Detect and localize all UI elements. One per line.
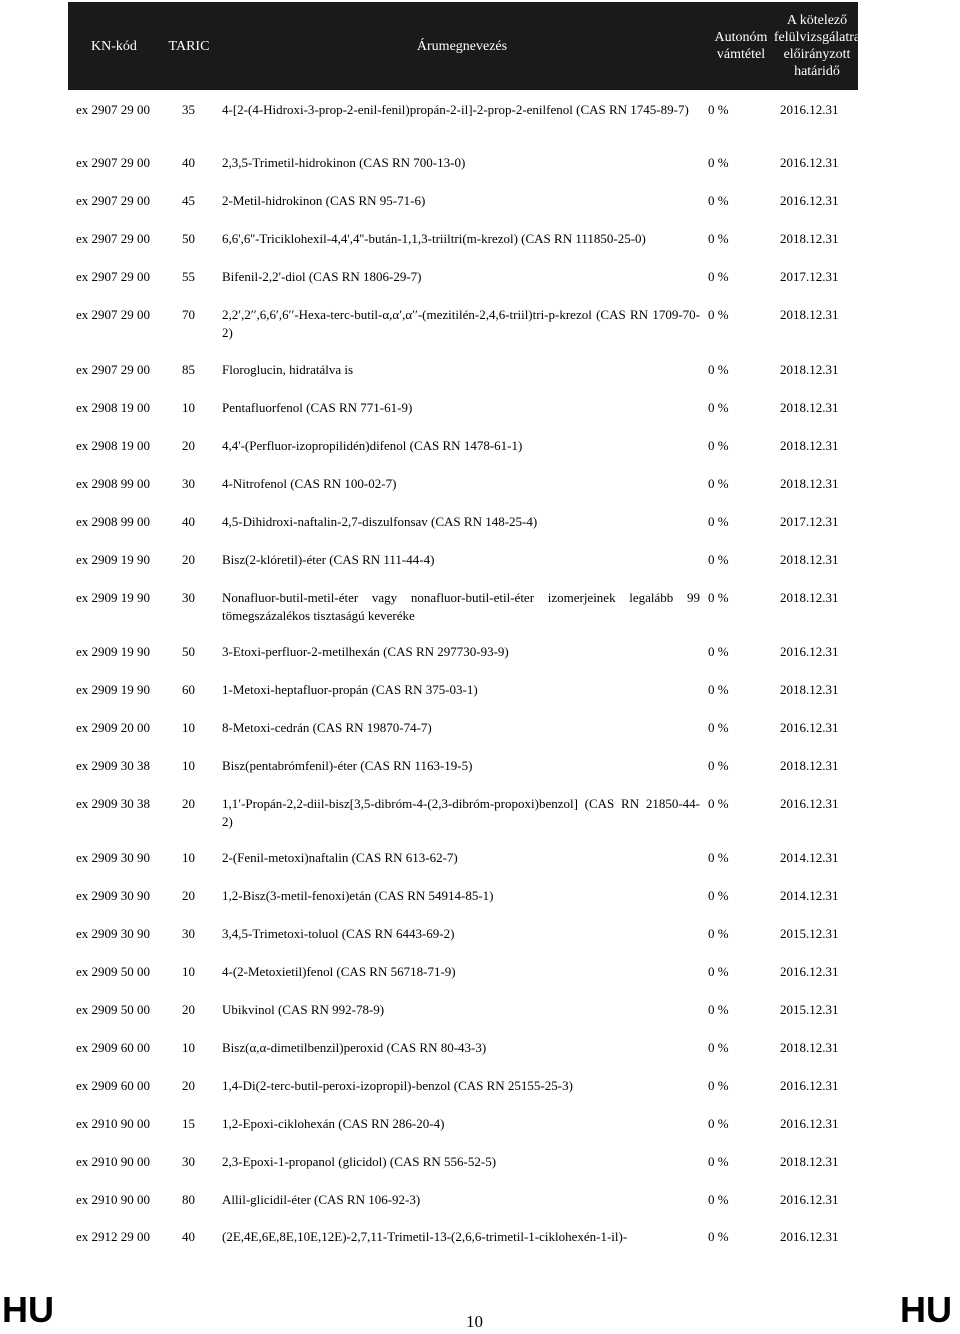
cell-kn-code: ex 2909 19 90	[76, 590, 151, 605]
cell-rate: 0 %	[708, 193, 729, 208]
cell-taric: 80	[182, 1192, 195, 1207]
cell-description: 4,5-Dihidroxi-naftalin-2,7-diszulfonsav (CAS RN 148-25-4)	[222, 514, 538, 529]
cell-kn-code: ex 2909 20 00	[76, 720, 151, 735]
cell-taric: 30	[182, 1154, 195, 1169]
cell-kn-code: ex 2908 99 00	[76, 514, 151, 529]
cell-description: Ubikvinol (CAS RN 992-78-9)	[222, 1002, 385, 1017]
cell-description: Bisz(2-klóretil)-éter (CAS RN 111-44-4)	[222, 552, 435, 567]
cell-kn-code: ex 2909 50 00	[76, 1002, 151, 1017]
cell-review-date: 2018.12.31	[780, 231, 839, 246]
cell-review-date: 2017.12.31	[780, 514, 839, 529]
cell-description: 1-Metoxi-heptafluor-propán (CAS RN 375-03-1)	[222, 682, 478, 697]
cell-taric: 50	[182, 231, 195, 246]
cell-description: 1,4-Di(2-terc-butil-peroxi-izopropil)-benzol (CAS RN 25155-25-3)	[222, 1078, 573, 1093]
cell-review-date: 2018.12.31	[780, 682, 839, 697]
cell-taric: 20	[182, 552, 195, 567]
cell-rate: 0 %	[708, 307, 729, 322]
cell-review-date: 2018.12.31	[780, 476, 839, 491]
cell-taric: 40	[182, 1229, 195, 1244]
cell-taric: 60	[182, 682, 195, 697]
cell-description: Allil-glicidil-éter (CAS RN 106-92-3)	[222, 1192, 421, 1207]
cell-taric: 30	[182, 476, 195, 491]
cell-taric: 10	[182, 758, 195, 773]
cell-kn-code: ex 2907 29 00	[76, 102, 151, 117]
cell-rate: 0 %	[708, 796, 729, 811]
cell-rate: 0 %	[708, 155, 729, 170]
cell-rate: 0 %	[708, 590, 729, 605]
cell-rate: 0 %	[708, 400, 729, 415]
cell-rate: 0 %	[708, 1040, 729, 1055]
cell-description: 2,2′,2′′,6,6′,6′′-Hexa-terc-butil-α,α′,α′′-(mezitilén-2,4,6-triil)tri-p-krezol (CAS RN 1709-70-2)	[222, 307, 700, 340]
cell-kn-code: ex 2907 29 00	[76, 193, 151, 208]
cell-description: Nonafluor-butil-metil-éter vagy nonafluor-butil-etil-éter izomerjeinek legalább 99 tömegszázalékos tisztaságú keveréke	[222, 590, 700, 623]
cell-review-date: 2016.12.31	[780, 102, 839, 117]
cell-taric: 20	[182, 438, 195, 453]
cell-description: 6,6',6''-Triciklohexil-4,4',4''-bután-1,1,3-triiltri(m-krezol) (CAS RN 111850-25-0)	[222, 231, 646, 246]
cell-review-date: 2016.12.31	[780, 1078, 839, 1093]
cell-rate: 0 %	[708, 888, 729, 903]
cell-kn-code: ex 2909 19 90	[76, 682, 151, 697]
cell-rate: 0 %	[708, 476, 729, 491]
cell-kn-code: ex 2909 19 90	[76, 644, 151, 659]
cell-description: Bisz(α,α-dimetilbenzil)peroxid (CAS RN 80-43-3)	[222, 1040, 487, 1055]
header-autonomous-rate: Autonóm vámtétel	[714, 30, 768, 62]
cell-review-date: 2016.12.31	[780, 964, 839, 979]
cell-taric: 10	[182, 720, 195, 735]
cell-kn-code: ex 2909 30 90	[76, 850, 151, 865]
cell-kn-code: ex 2907 29 00	[76, 362, 151, 377]
cell-kn-code: ex 2908 99 00	[76, 476, 151, 491]
cell-rate: 0 %	[708, 1002, 729, 1017]
page-number: 10	[466, 1312, 483, 1331]
cell-review-date: 2016.12.31	[780, 1116, 839, 1131]
cell-description: 2,3-Epoxi-1-propanol (glicidol) (CAS RN 556-52-5)	[222, 1154, 497, 1169]
cell-description: Bisz(pentabrómfenil)-éter (CAS RN 1163-19-5)	[222, 758, 473, 773]
cell-review-date: 2015.12.31	[780, 926, 839, 941]
cell-review-date: 2018.12.31	[780, 438, 839, 453]
cell-review-date: 2016.12.31	[780, 1192, 839, 1207]
cell-description: (2E,4E,6E,8E,10E,12E)-2,7,11-Trimetil-13-(2,6,6-trimetil-1-ciklohexén-1-il)-	[222, 1229, 628, 1244]
cell-kn-code: ex 2909 50 00	[76, 964, 151, 979]
cell-rate: 0 %	[708, 758, 729, 773]
cell-taric: 10	[182, 964, 195, 979]
cell-review-date: 2016.12.31	[780, 1229, 839, 1244]
cell-taric: 30	[182, 926, 195, 941]
cell-description: 1,2-Bisz(3-metil-fenoxi)etán (CAS RN 54914-85-1)	[222, 888, 494, 903]
cell-rate: 0 %	[708, 720, 729, 735]
cell-taric: 55	[182, 269, 195, 284]
cell-taric: 20	[182, 1002, 195, 1017]
cell-review-date: 2018.12.31	[780, 552, 839, 567]
cell-kn-code: ex 2912 29 00	[76, 1229, 151, 1244]
header-review-date: A kötelező felülvizsgálatra előirányzott határidő	[773, 13, 861, 79]
cell-description: 2-(Fenil-metoxi)naftalin (CAS RN 613-62-7)	[222, 850, 458, 865]
cell-description: 1,1′-Propán-2,2-diil-bisz[3,5-dibróm-4-(2,3-dibróm-propoxi)benzol] (CAS RN 21850-44-2)	[222, 796, 700, 829]
cell-review-date: 2016.12.31	[780, 155, 839, 170]
cell-rate: 0 %	[708, 1192, 729, 1207]
cell-taric: 20	[182, 1078, 195, 1093]
cell-description: 4-[2-(4-Hidroxi-3-prop-2-enil-fenil)propán-2-il]-2-prop-2-enilfenol (CAS RN 1745-89-7)	[222, 102, 689, 117]
cell-description: Floroglucin, hidratálva is	[222, 362, 354, 377]
cell-review-date: 2016.12.31	[780, 720, 839, 735]
cell-kn-code: ex 2910 90 00	[76, 1116, 151, 1131]
cell-description: Bifenil-2,2'-diol (CAS RN 1806-29-7)	[222, 269, 422, 284]
cell-rate: 0 %	[708, 1078, 729, 1093]
cell-review-date: 2018.12.31	[780, 1154, 839, 1169]
header-description: Árumegnevezés	[416, 38, 508, 54]
cell-description: 2,3,5-Trimetil-hidrokinon (CAS RN 700-13-0)	[222, 155, 466, 170]
cell-description: 2-Metil-hidrokinon (CAS RN 95-71-6)	[222, 193, 426, 208]
cell-rate: 0 %	[708, 362, 729, 377]
cell-kn-code: ex 2907 29 00	[76, 231, 151, 246]
header-taric: TARIC	[168, 38, 210, 54]
cell-kn-code: ex 2908 19 00	[76, 400, 151, 415]
cell-description: 4,4'-(Perfluor-izopropilidén)difenol (CAS RN 1478-61-1)	[222, 438, 523, 453]
cell-description: 3,4,5-Trimetoxi-toluol (CAS RN 6443-69-2)	[222, 926, 455, 941]
cell-kn-code: ex 2909 30 38	[76, 758, 151, 773]
cell-rate: 0 %	[708, 682, 729, 697]
cell-rate: 0 %	[708, 964, 729, 979]
cell-description: 8-Metoxi-cedrán (CAS RN 19870-74-7)	[222, 720, 432, 735]
cell-review-date: 2016.12.31	[780, 796, 839, 811]
cell-taric: 35	[182, 102, 195, 117]
cell-review-date: 2014.12.31	[780, 888, 839, 903]
cell-kn-code: ex 2909 30 90	[76, 888, 151, 903]
cell-kn-code: ex 2909 19 90	[76, 552, 151, 567]
cell-kn-code: ex 2908 19 00	[76, 438, 151, 453]
cell-taric: 10	[182, 850, 195, 865]
cell-taric: 10	[182, 400, 195, 415]
cell-kn-code: ex 2909 60 00	[76, 1078, 151, 1093]
cell-kn-code: ex 2910 90 00	[76, 1154, 151, 1169]
cell-rate: 0 %	[708, 269, 729, 284]
cell-taric: 85	[182, 362, 195, 377]
cell-review-date: 2016.12.31	[780, 193, 839, 208]
cell-taric: 45	[182, 193, 195, 208]
cell-review-date: 2018.12.31	[780, 362, 839, 377]
cell-taric: 40	[182, 514, 195, 529]
cell-taric: 40	[182, 155, 195, 170]
cell-rate: 0 %	[708, 1154, 729, 1169]
cell-kn-code: ex 2907 29 00	[76, 307, 151, 322]
cell-rate: 0 %	[708, 552, 729, 567]
cell-kn-code: ex 2907 29 00	[76, 269, 151, 284]
header-kn-code: KN-kód	[91, 38, 137, 54]
cell-review-date: 2018.12.31	[780, 307, 839, 322]
cell-rate: 0 %	[708, 850, 729, 865]
cell-description: 1,2-Epoxi-ciklohexán (CAS RN 286-20-4)	[222, 1116, 445, 1131]
cell-rate: 0 %	[708, 926, 729, 941]
cell-taric: 30	[182, 590, 195, 605]
cell-kn-code: ex 2909 30 90	[76, 926, 151, 941]
cell-rate: 0 %	[708, 438, 729, 453]
cell-kn-code: ex 2910 90 00	[76, 1192, 151, 1207]
cell-review-date: 2016.12.31	[780, 644, 839, 659]
cell-review-date: 2015.12.31	[780, 1002, 839, 1017]
cell-description: 3-Etoxi-perfluor-2-metilhexán (CAS RN 297730-93-9)	[222, 644, 509, 659]
cell-rate: 0 %	[708, 514, 729, 529]
cell-review-date: 2018.12.31	[780, 400, 839, 415]
cell-description: Pentafluorfenol (CAS RN 771-61-9)	[222, 400, 413, 415]
cell-taric: 50	[182, 644, 195, 659]
cell-description: 4-Nitrofenol (CAS RN 100-02-7)	[222, 476, 397, 491]
cell-kn-code: ex 2909 30 38	[76, 796, 151, 811]
cell-taric: 20	[182, 888, 195, 903]
cell-rate: 0 %	[708, 231, 729, 246]
cell-rate: 0 %	[708, 644, 729, 659]
cell-taric: 70	[182, 307, 195, 322]
cell-kn-code: ex 2909 60 00	[76, 1040, 151, 1055]
footer-language-code-right: HU	[900, 1289, 952, 1330]
cell-rate: 0 %	[708, 102, 729, 117]
footer-language-code-left: HU	[2, 1289, 54, 1330]
cell-description: 4-(2-Metoxietil)fenol (CAS RN 56718-71-9)	[222, 964, 456, 979]
cell-taric: 10	[182, 1040, 195, 1055]
cell-rate: 0 %	[708, 1116, 729, 1131]
cell-review-date: 2014.12.31	[780, 850, 839, 865]
cell-kn-code: ex 2907 29 00	[76, 155, 151, 170]
cell-taric: 20	[182, 796, 195, 811]
cell-review-date: 2017.12.31	[780, 269, 839, 284]
cell-rate: 0 %	[708, 1229, 729, 1244]
cell-review-date: 2018.12.31	[780, 590, 839, 605]
cell-review-date: 2018.12.31	[780, 758, 839, 773]
cell-taric: 15	[182, 1116, 195, 1131]
cell-review-date: 2018.12.31	[780, 1040, 839, 1055]
